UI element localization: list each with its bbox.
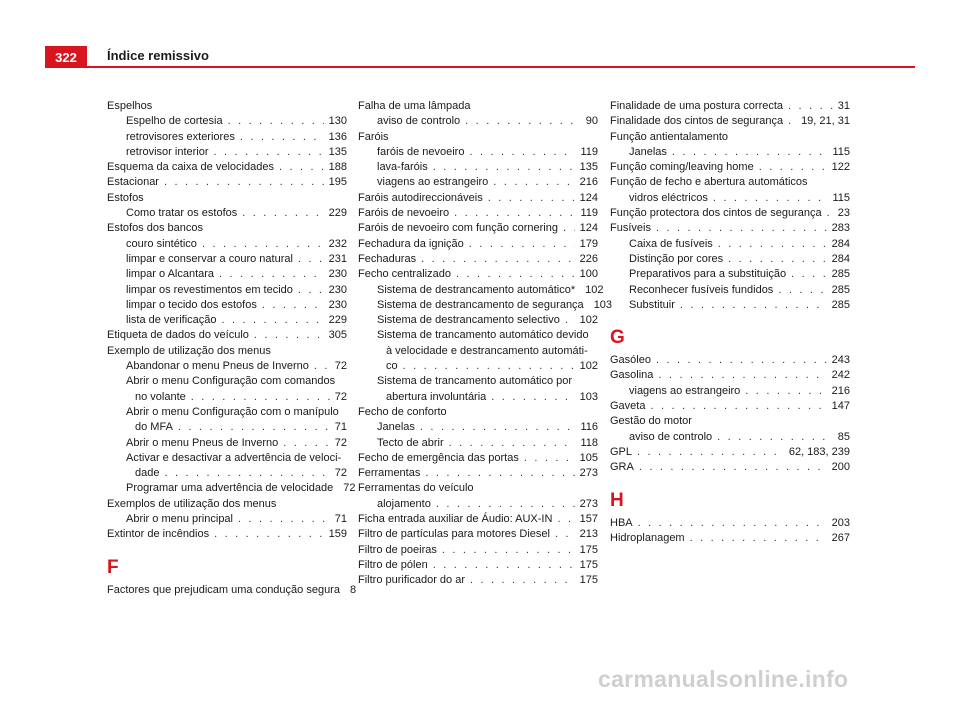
index-entry: aviso de controlo . . . 90 [358,114,598,129]
index-entry: Gasolina . . . 242 [610,368,850,383]
index-entry: Abrir o menu Pneus de Inverno . . . 72 [107,436,347,451]
index-entry: Preparativos para a substituição . . . 285 [610,267,850,282]
watermark-text: carmanualsonline.info [598,666,849,692]
index-entry: Janelas . . . 115 [610,145,850,160]
index-entry: Abandonar o menu Pneus de Inverno . . . 72 [107,359,347,374]
index-entry: Distinção por cores . . . 284 [610,252,850,267]
index-entry-line: Activar e desactivar a advertência de veloci- [126,451,342,464]
index-entry: Fecho centralizado . . . 100 [358,267,598,282]
index-entry: Como tratar os estofos . . . 229 [107,206,347,221]
section-letter-h: H [610,489,624,511]
index-entry: abertura involuntária . . . 103 [358,390,598,405]
index-entry: no volante . . . 72 [107,390,347,405]
index-column-2 [358,99,613,589]
index-entry: Faróis autodireccionáveis . . . 124 [358,191,598,206]
index-heading: Exemplos de utilização dos menus [107,497,277,510]
index-heading: Estofos [107,191,144,204]
index-entry: Finalidade de uma postura correcta . . . 31 [610,99,850,114]
index-heading: Gestão do motor [610,415,692,428]
index-entry: Finalidade dos cintos de segurança . . . 19, 21, 31 [610,114,850,129]
index-entry: Estacionar . . . 195 [107,175,347,190]
index-heading: Falha de uma lâmpada [358,100,471,112]
header-rule [45,66,915,68]
index-entry: dade . . . 72 [107,466,347,481]
index-column-3 [610,99,850,546]
index-entry: Etiqueta de dados do veículo . . . 305 [107,328,347,343]
index-entry: Tecto de abrir . . . 118 [358,436,598,451]
index-entry: Extintor de incêndios . . . 159 [107,527,347,542]
index-entry-line: Sistema de trancamento automático devido [377,329,589,342]
page-number: 322 [45,46,87,68]
index-entry: viagens ao estrangeiro . . . 216 [358,175,598,190]
index-entry: Filtro de poeiras . . . 175 [358,543,598,558]
index-entry: limpar o tecido dos estofos . . . 230 [107,298,347,313]
index-heading: Faróis [358,130,389,143]
index-entry: limpar o Alcantara . . . 230 [107,267,347,282]
index-entry: lista de verificação . . . 229 [107,313,347,328]
index-entry: Filtro de partículas para motores Diesel . . . 213 [358,527,598,542]
index-entry: vidros eléctricos . . . 115 [610,191,850,206]
index-entry: Fusíveis . . . 283 [610,221,850,236]
index-entry: Faróis de nevoeiro com função cornering . . . 124 [358,221,598,236]
index-entry: Filtro de pólen . . . 175 [358,558,598,573]
index-heading: Função antientalamento [610,130,729,143]
index-entry: Gaveta . . . 147 [610,399,850,414]
index-entry-line: Sistema de trancamento automático por [377,375,573,388]
index-entry: Ferramentas . . . 273 [358,466,598,481]
index-entry: Fecho de emergência das portas . . . 105 [358,451,598,466]
section-letter-f: F [107,556,119,578]
index-entry: Faróis de nevoeiro . . . 119 [358,206,598,221]
index-entry: Sistema de destrancamento de segurança 103 [377,298,613,311]
index-entry: Sistema de destrancamento selectivo . . . 102 [358,313,598,328]
index-entry: Reconhecer fusíveis fundidos . . . 285 [610,283,850,298]
index-entry: Janelas . . . 116 [358,420,598,435]
index-entry: GPL . . . 62, 183, 239 [610,445,850,460]
index-entry-line: Abrir o menu Configuração com comandos [126,375,336,388]
index-entry: do MFA . . . 71 [107,420,347,435]
index-entry: Esquema da caixa de velocidades . . . 188 [107,160,347,175]
index-entry: Função protectora dos cintos de segurança . . . 23 [610,206,850,221]
index-heading: Fecho de conforto [358,405,447,418]
index-entry: Função coming/leaving home . . . 122 [610,160,850,175]
index-entry: alojamento . . . 273 [358,497,598,512]
index-entry: Fechadura da ignição . . . 179 [358,237,598,252]
index-entry: lava-faróis . . . 135 [358,160,598,175]
index-heading: Ferramentas do veículo [358,482,474,495]
index-entry-line: Abrir o menu Configuração com o manípulo [126,405,339,418]
index-heading: Espelhos [107,100,153,112]
section-letter-g: G [610,327,625,349]
index-entry: retrovisor interior . . . 135 [107,145,347,160]
index-entry: Caixa de fusíveis . . . 284 [610,237,850,252]
index-entry: limpar os revestimentos em tecido . . . 230 [107,283,347,298]
index-heading: Estofos dos bancos [107,222,204,235]
index-column-1 [107,99,357,598]
index-entry-line: à velocidade e destrancamento automáti- [386,344,588,357]
index-entry: Filtro purificador do ar . . . 175 [358,573,598,588]
index-entry: Gasóleo . . . 243 [610,353,850,368]
index-entry: faróis de nevoeiro . . . 119 [358,145,598,160]
index-entry: Hidroplanagem . . . 267 [610,531,850,546]
index-entry: Abrir o menu principal . . . 71 [107,512,347,527]
page-title: Índice remissivo [107,48,209,63]
index-entry: retrovisores exteriores . . . 136 [107,130,347,145]
index-entry: Ficha entrada auxiliar de Áudio: AUX-IN . . . 157 [358,512,598,527]
index-entry: Factores que prejudicam uma condução segura 8 [107,583,357,596]
index-entry: Programar uma advertência de velocidade 72 [126,482,356,495]
index-entry: viagens ao estrangeiro . . . 216 [610,384,850,399]
index-heading: Função de fecho e abertura automáticos [610,176,808,189]
index-entry: Sistema de destrancamento automático* 102 [377,283,604,296]
index-entry: Fechaduras . . . 226 [358,252,598,267]
index-entry: couro sintético . . . 232 [107,237,347,252]
index-entry: HBA . . . 203 [610,516,850,531]
index-entry: Substituir . . . 285 [610,298,850,313]
index-entry: co . . . 102 [358,359,598,374]
index-entry: GRA . . . 200 [610,460,850,475]
index-heading: Exemplo de utilização dos menus [107,344,271,357]
index-entry: limpar e conservar a couro natural . . . 231 [107,252,347,267]
index-entry: aviso de controlo . . . 85 [610,430,850,445]
index-entry: Espelho de cortesia . . . 130 [107,114,347,129]
